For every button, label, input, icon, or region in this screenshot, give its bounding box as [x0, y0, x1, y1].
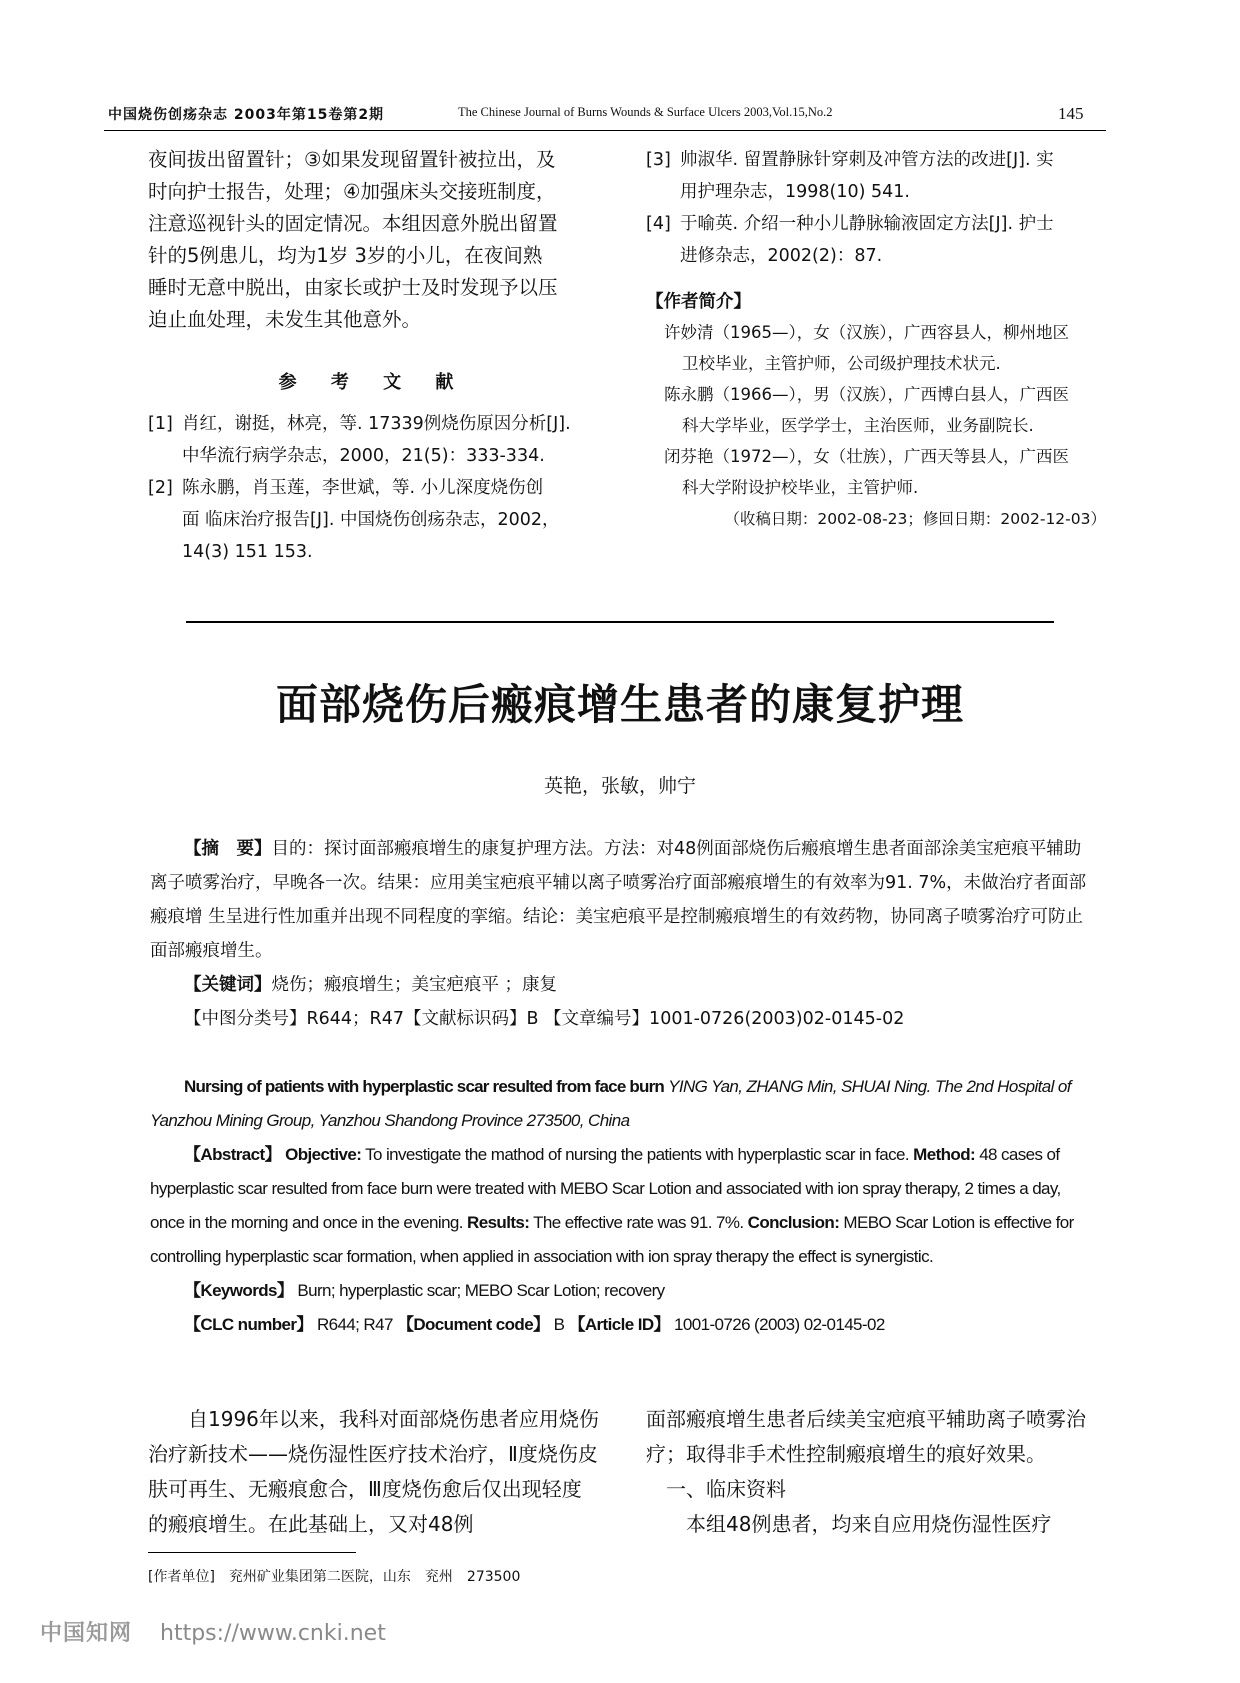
keywords-line [150, 968, 1096, 1002]
body-paragraph: 面部瘢痕增生患者后续美宝疤痕平辅助离子喷雾治疗；取得非手术性控制瘢痕增生的痕好效果。 [646, 1407, 1086, 1466]
reference-line: 肖红，谢挺，林亮，等. 17339例烧伤原因分析[J]. [182, 414, 571, 434]
prev-article-body [148, 144, 598, 336]
en-article: 1001-0726 (2003) 02-0145-02 [674, 1315, 885, 1334]
section-heading: 一、临床资料 [666, 1477, 786, 1501]
reference-number: [1] [148, 414, 173, 434]
body-paragraph: 本组48例患者，均来自应用烧伤湿性医疗 [686, 1512, 1052, 1536]
references-list-right [646, 144, 1106, 272]
abstract-paragraph [150, 832, 1096, 968]
author-intro-line: 许妙清（1965—），女（汉族），广西容县人，柳州地区 [664, 323, 1069, 342]
en-clc-label: 【CLC number】 [184, 1315, 313, 1334]
reference-line: 进修杂志，2002(2)：87. [680, 246, 883, 266]
reference-line: 帅淑华. 留置静脉针穿刺及冲管方法的改进[J]. 实 [680, 150, 1054, 170]
prev-article-right-column [646, 144, 1106, 529]
en-method-label: Method: [913, 1145, 976, 1164]
en-objective: To investigate the mathod of nursing the patients with hyperplastic scar in face. [365, 1145, 910, 1164]
author-intro-line: 闭芬艳（1972—），女（壮族），广西天等县人，广西医 [664, 447, 1069, 466]
body-line: 夜间拔出留置针；③如果发现留置针被拉出，及 [148, 148, 556, 171]
en-results: The effective rate was 91. 7%. [533, 1213, 744, 1232]
body-line: 睡时无意中脱出，由家长或护士及时发现予以压 [148, 276, 558, 299]
en-objective-label: Objective: [285, 1145, 362, 1164]
clc-line: 【中图分类号】R644；R47【文献标识码】B 【文章编号】1001-0726(2003)02-0145-02 [184, 1009, 905, 1029]
article-divider [186, 621, 1054, 623]
en-keywords-label: 【Keywords】 [184, 1281, 294, 1300]
abstract-en [150, 1070, 1096, 1342]
prev-article-left-column [148, 144, 598, 568]
references-title: 参 考 文 献 [278, 372, 468, 393]
abstract-text: 目的：探讨面部瘢痕增生的康复护理方法。方法：对48例面部烧伤后瘢痕增生患者面部涂美宝疤痕平辅助离子喷雾治疗，早晚各一次。结果：应用美宝疤痕平辅以离子喷雾治疗面部瘢痕增生的有效率为91. 7%，未做治疗者面部瘢痕增 生呈进行性加重并出现不同程度的挛缩。结论：美宝疤痕平是控制瘢痕增生的有效药物，协同离子喷雾治疗可防止面部瘢痕增生。 [150, 839, 1087, 961]
en-authors-affiliation: YING Yan, ZHANG Min, SHUAI Ning. The 2nd Hospital of Yanzhou Mining Group, Yanzhou Shandong Province 273500, China [150, 1077, 1071, 1130]
author-intro-line: 科大学毕业，医学学士，主治医师，业务副院长. [682, 416, 1034, 435]
en-clc-line [150, 1308, 1096, 1342]
received-dates: （收稿日期：2002-08-23；修回日期：2002-12-03） [724, 510, 1106, 528]
keywords-text: 烧伤；瘢痕增生；美宝疤痕平 ；康复 [271, 975, 558, 995]
author-intro-line: 陈永鹏（1966—），男（汉族），广西博白县人，广西医 [664, 385, 1069, 404]
en-conclusion-label: Conclusion: [747, 1213, 840, 1232]
body-paragraph: 自1996年以来，我科对面部烧伤患者应用烧伤治疗新技术——烧伤湿性医疗技术治疗，Ⅱ度烧伤皮肤可再生、无瘢痕愈合，Ⅲ度烧伤愈后仅出现轻度的瘢痕增生。在此基础上，又对48例 [148, 1407, 599, 1536]
footnote-affiliation: [作者单位] 兖州矿业集团第二医院，山东 兖州 273500 [148, 1569, 521, 1585]
reference-number: [4] [646, 214, 671, 234]
author-intro-line: 科大学附设护校毕业，主管护师. [682, 478, 919, 497]
cnki-logo: 中国知网 [40, 1621, 133, 1646]
page-number: 145 [1058, 104, 1084, 123]
body-line: 迫止血处理，未发生其他意外。 [148, 308, 422, 331]
en-abstract-label: 【Abstract】 [184, 1145, 281, 1164]
cnki-watermark [40, 1616, 386, 1647]
keywords-label: 【关键词】 [184, 975, 272, 995]
en-keywords: Burn; hyperplastic scar; MEBO Scar Lotion; recovery [297, 1281, 665, 1300]
body-line: 注意巡视针头的固定情况。本组因意外脱出留置 [148, 212, 558, 235]
footnote-rule [148, 1552, 356, 1553]
references-list-left [148, 408, 598, 568]
reference-item [646, 144, 1106, 208]
body-line: 针的5例患儿，均为1岁 3岁的小儿，在夜间熟 [148, 244, 543, 267]
en-title-paragraph [150, 1070, 1096, 1138]
en-conclusion: MEBO Scar Lotion is effective for controlling hyperplastic scar formation, when applied in association with ion spray therapy the effect is synergistic. [150, 1213, 1074, 1266]
body-right-column [646, 1402, 1106, 1542]
en-abstract-paragraph [150, 1138, 1096, 1274]
cnki-url[interactable]: https://www.cnki.net [160, 1621, 386, 1646]
en-method: 48 cases of hyperplastic scar resulted from face burn were treated with MEBO Scar Lotion and associated with ion spray therapy, 2 times a day, once in the morning and once in the evening. [150, 1145, 1061, 1232]
body-line: 时向护士报告，处理；④加强床头交接班制度， [148, 180, 556, 203]
author-intro [646, 317, 1106, 503]
reference-item [148, 472, 598, 568]
abstract-label: 【摘 要】 [184, 839, 272, 859]
article-authors: 英艳，张敏，帅宁 [543, 775, 696, 797]
journal-header-cn: 中国烧伤创疡杂志 2003年第15卷第2期 [108, 107, 385, 123]
en-doc-label: 【Document code】 [396, 1315, 550, 1334]
en-keywords-line [150, 1274, 1096, 1308]
reference-line: 用护理杂志，1998(10) 541. [680, 182, 910, 202]
en-article-label: 【Article ID】 [568, 1315, 670, 1334]
journal-header-en: The Chinese Journal of Burns Wounds & Surface Ulcers 2003,Vol.15,No.2 [458, 105, 833, 119]
reference-line: 14(3) 151 153. [182, 542, 313, 562]
abstract-cn [150, 832, 1096, 1036]
reference-line: 于喻英. 介绍一种小儿静脉输液固定方法[J]. 护士 [680, 214, 1054, 234]
article-title: 面部烧伤后瘢痕增生患者的康复护理 [275, 680, 964, 729]
body-left-column [148, 1402, 600, 1542]
en-title: Nursing of patients with hyperplastic scar resulted from face burn [184, 1077, 664, 1096]
reference-item [646, 208, 1106, 272]
reference-number: [3] [646, 150, 671, 170]
author-intro-title: 【作者简介】 [646, 292, 751, 312]
reference-line: 中华流行病学杂志，2000，21(5)：333-334. [182, 446, 545, 466]
en-results-label: Results: [467, 1213, 530, 1232]
reference-number: [2] [148, 478, 173, 498]
en-doc: B [553, 1315, 565, 1334]
author-intro-line: 卫校毕业，主管护师，公司级护理技术状元. [682, 354, 1001, 373]
header-rule [104, 130, 1106, 131]
reference-line: 陈永鹏，肖玉莲，李世斌，等. 小儿深度烧伤创 [182, 478, 544, 498]
en-clc: R644; R47 [316, 1315, 393, 1334]
reference-line: 面 临床治疗报告[J]. 中国烧伤创疡杂志，2002， [182, 510, 560, 530]
reference-item [148, 408, 598, 472]
